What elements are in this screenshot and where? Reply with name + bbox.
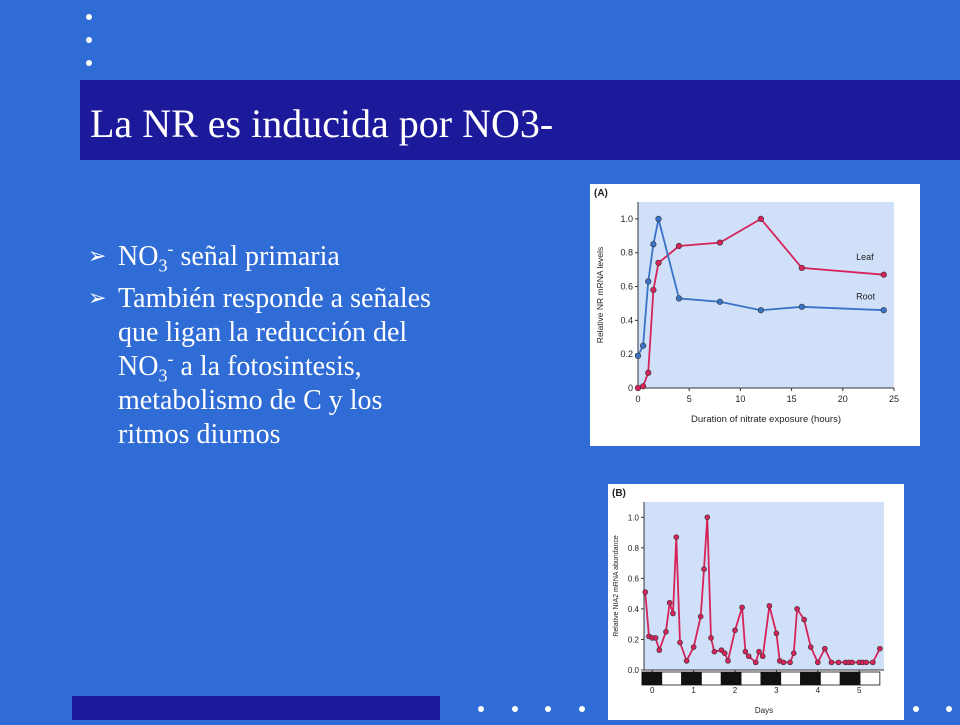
data-point [808,645,813,650]
data-point [746,654,751,659]
data-point [722,651,727,656]
day-night-segment [682,672,702,685]
legend-leaf: Leaf [856,251,874,262]
data-point [877,646,882,651]
y-tick-label: 0.2 [620,349,633,360]
day-night-segment [721,672,741,685]
data-point [656,216,662,222]
bullet-text-part: señal primaria [173,241,340,272]
x-tick-label: 0 [635,394,641,404]
data-point [822,646,827,651]
data-point [760,654,765,659]
day-night-segment [781,672,801,685]
data-point [676,243,682,249]
y-axis-label: Relative NR mRNA levels [595,246,605,344]
day-night-segment [642,672,662,685]
x-tick-label: 2 [732,686,738,695]
data-point [726,658,731,663]
day-night-segment [860,672,880,685]
data-point [753,660,758,665]
data-point [640,384,646,390]
data-point [674,535,679,540]
data-point [656,260,662,266]
data-point [645,279,651,285]
bullet-text [118,282,438,452]
day-night-segment [701,672,721,685]
decor-dot [86,14,92,20]
x-tick-label: 3 [774,686,779,695]
data-point [651,287,657,293]
data-point [667,600,672,605]
arrow-bullet-icon: ➢ [88,244,107,269]
footer-bar [72,696,440,720]
x-axis-label: Days [754,706,774,715]
bullet-list [88,240,438,460]
data-point [635,353,641,359]
y-tick-label: 0.0 [627,666,639,675]
data-point [643,590,648,595]
data-point [881,307,887,313]
data-point [640,343,646,349]
title-bar [80,80,960,160]
data-point [670,611,675,616]
data-point [740,605,745,610]
chart-b-panel [608,484,904,720]
data-point [712,649,717,654]
y-tick-label: 0.8 [627,543,639,553]
data-point [799,304,805,310]
data-point [635,385,641,391]
data-point [676,296,682,302]
x-tick-label: 4 [815,686,821,695]
data-point [758,307,764,313]
data-point [781,660,786,665]
chart-a [590,184,920,446]
chart-b [608,484,904,720]
data-point [795,606,800,611]
bullet-item [88,240,438,274]
data-point [864,660,869,665]
day-night-segment [801,672,821,685]
y-tick-label: 0.6 [620,281,633,292]
data-point [717,299,723,305]
y-tick-label: 0 [627,383,633,393]
data-point [758,216,764,222]
slide-title: La NR es inducida por NO3- [90,101,554,146]
y-tick-label: 0.8 [620,247,633,258]
x-tick-label: 25 [888,394,900,404]
day-night-segment [840,672,860,685]
data-point [709,635,714,640]
data-point [788,660,793,665]
x-axis-label: Duration of nitrate exposure (hours) [691,414,841,425]
data-point [799,265,805,271]
data-point [802,617,807,622]
data-point [678,640,683,645]
day-night-segment [820,672,840,685]
panel-label: (B) [612,488,626,499]
data-point [791,651,796,656]
data-point [815,660,820,665]
decor-dot [545,706,551,712]
x-tick-label: 5 [686,394,692,404]
data-point [881,272,887,278]
data-point [743,649,748,654]
data-point [836,660,841,665]
legend-root: Root [856,291,876,302]
x-tick-label: 0 [650,686,655,695]
x-tick-label: 20 [837,394,848,404]
decor-dot [86,37,92,43]
data-point [717,240,723,246]
data-point [829,660,834,665]
bullet-text-part: a la fotosintesis, metabolismo de C y los ritmos diurnos [118,351,383,450]
data-point [691,645,696,650]
subscript: 3 [158,365,168,386]
x-tick-label: 15 [786,394,797,404]
data-point [645,370,651,376]
data-point [663,629,668,634]
arrow-bullet-icon: ➢ [88,286,107,311]
decor-dot [579,706,585,712]
data-point [698,614,703,619]
bullet-item [88,282,438,452]
data-point [702,567,707,572]
day-night-segment [741,672,761,685]
decor-dot [913,706,919,712]
data-point [684,658,689,663]
y-tick-label: 1.0 [627,513,639,523]
x-tick-label: 1 [691,686,696,695]
superscript: - [167,348,174,369]
data-point [774,631,779,636]
data-point [705,515,710,520]
y-tick-label: 1.0 [620,213,633,224]
chart-a-panel [590,184,920,446]
bullet-text [118,240,340,274]
data-point [767,603,772,608]
subscript: 3 [158,255,168,276]
data-point [733,628,738,633]
x-tick-label: 5 [856,686,862,695]
data-point [651,241,657,247]
decor-dot [946,706,952,712]
decor-dot [478,706,484,712]
decor-dot [512,706,518,712]
data-point [657,648,662,653]
superscript: - [167,238,174,259]
bullet-text-part: NO [118,241,159,272]
day-night-segment [761,672,781,685]
bullet-text-part: También responde a señales que ligan la reducción del NO [118,283,431,382]
data-point [757,649,762,654]
data-point [850,660,855,665]
x-tick-label: 10 [735,394,746,404]
day-night-segment [662,672,682,685]
y-tick-label: 0.4 [627,604,639,614]
decor-dot [86,60,92,66]
data-point [653,635,658,640]
panel-label: (A) [594,188,608,199]
y-tick-label: 0.2 [627,635,639,645]
y-tick-label: 0.6 [627,574,639,584]
data-point [870,660,875,665]
y-tick-label: 0.4 [620,315,633,326]
y-axis-label: Relative NIA2 mRNA abundance [613,535,620,637]
